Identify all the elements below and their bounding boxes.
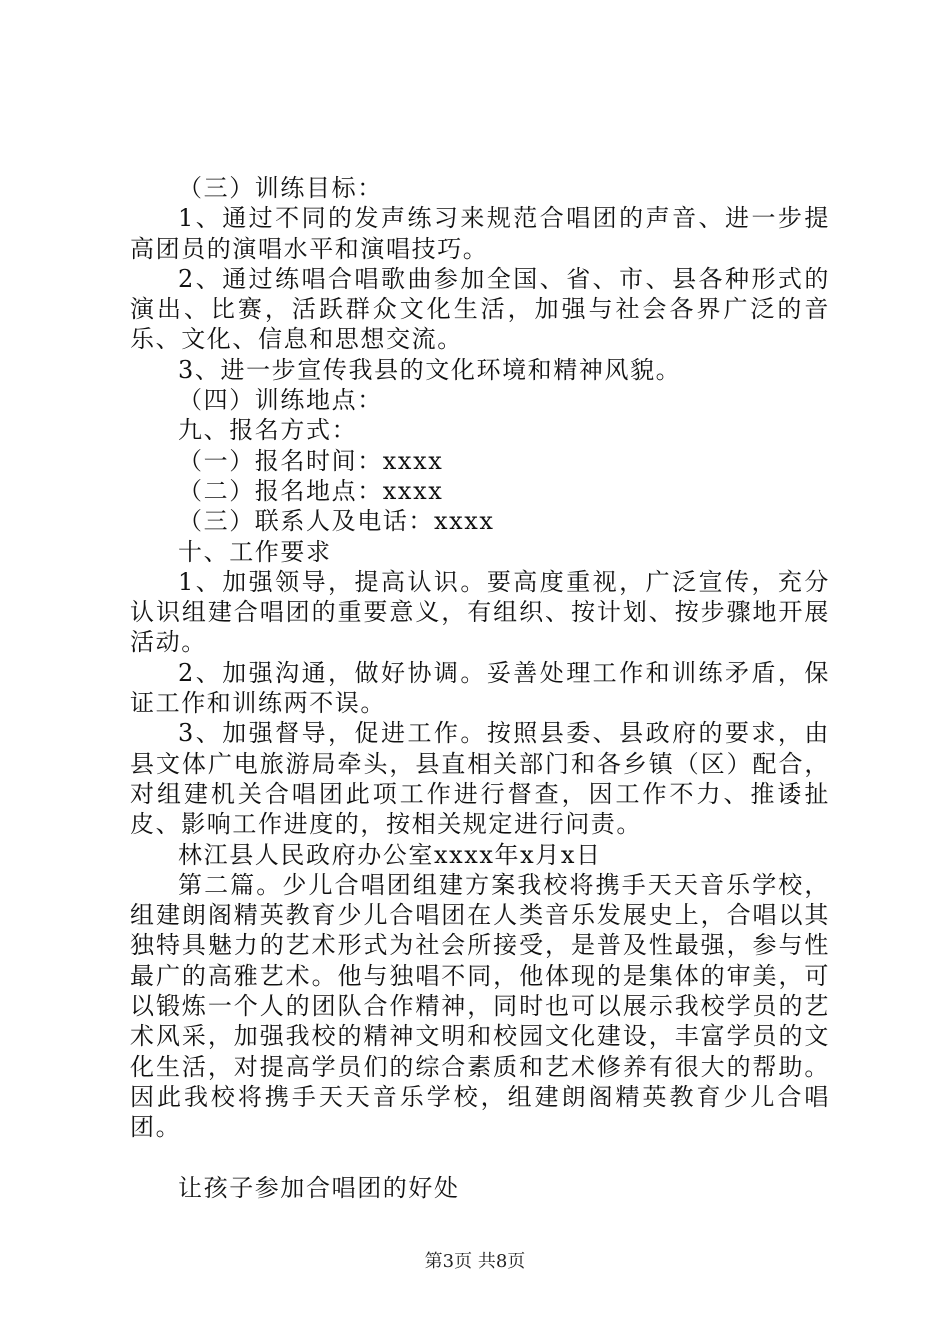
heading-training-goals: （三）训练目标： <box>178 174 383 202</box>
paragraph-goal-1: 1、通过不同的发声练习来规范合唱团的声音、进一步提高团员的演唱水平和演唱技巧。 <box>130 204 830 263</box>
contact-phone: （三）联系人及电话：xxxx <box>178 507 495 536</box>
paragraph-goal-2: 2、通过练唱合唱歌曲参加全国、省、市、县各种形式的演出、比赛，活跃群众文化生活，加强与社会各界广泛的音乐、文化、信息和思想交流。 <box>130 264 830 354</box>
paragraph-requirement-2: 2、加强沟通，做好协调。妥善处理工作和训练矛盾，保证工作和训练两不误。 <box>130 658 830 718</box>
paragraph-requirement-3: 3、加强督导，促进工作。按照县委、县政府的要求，由县文体广电旅游局牵头，县直相关部门和各乡镇（区）配合，对组建机关合唱团此项工作进行督查，因工作不力、推诿扯皮、影响工作进度的，按相关规定进行问责。 <box>130 719 830 839</box>
heading-work-requirements: 十、工作要求 <box>178 537 332 566</box>
heading-registration-method: 九、报名方式： <box>178 416 358 445</box>
registration-time: （一）报名时间：xxxx <box>178 446 444 475</box>
paragraph-goal-3: 3、进一步宣传我县的文化环境和精神风貌。 <box>178 355 682 384</box>
heading-training-location: （四）训练地点： <box>178 386 383 415</box>
paragraph-second-article: 第二篇。少儿合唱团组建方案我校将携手天天音乐学校，组建朗阁精英教育少儿合唱团在人类音乐发展史上，合唱以其独特具魅力的艺术形式为社会所接受，是普及性最强，参与性最广的高雅艺术。他与独唱不同，他体现的是集体的审美，可以锻炼一个人的团队合作精神，同时也可以展示我校学员的艺术风采，加强我校的精神文明和校园文化建设，丰富学员的文化生活，对提高学员们的综合素质和艺术修养有很大的帮助。因此我校将携手天天音乐学校，组建朗阁精英教育少儿合唱团。 <box>130 870 830 1142</box>
paragraph-spacer <box>130 1143 830 1173</box>
registration-location: （二）报名地点：xxxx <box>178 476 444 505</box>
paragraph-requirement-1: 1、加强领导，提高认识。要高度重视，广泛宣传，充分认识组建合唱团的重要意义，有组织、按计划、按步骤地开展活动。 <box>130 567 830 657</box>
heading-benefits: 让孩子参加合唱团的好处 <box>178 1173 460 1202</box>
signature-date-line: 林江县人民政府办公室xxxx年x月x日 <box>178 840 602 869</box>
document-body <box>130 173 830 1203</box>
page-number-footer: 第3页 共8页 <box>424 1251 526 1272</box>
